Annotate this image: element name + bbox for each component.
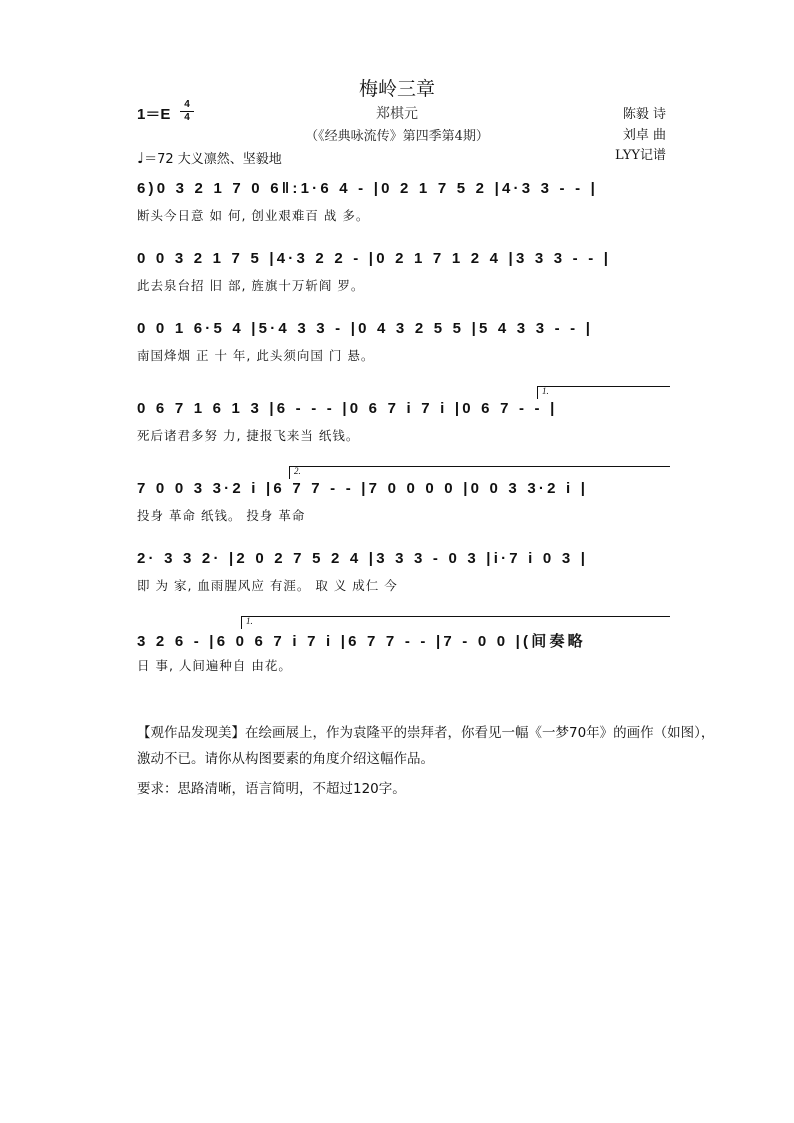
composer-credit: 刘卓 曲 — [622, 128, 666, 143]
staff-line-4 — [137, 386, 671, 444]
staff-lyrics: 断头今日意 如 何, 创业艰难百 战 多。 — [137, 208, 370, 223]
tempo-marking — [137, 148, 282, 167]
question-prompt — [137, 720, 721, 772]
staff-lyrics: 投身 革命 纸钱。 投身 革命 — [137, 508, 306, 523]
key-signature: 1＝E — [137, 106, 171, 123]
staff-lyrics: 南国烽烟 正 十 年, 此头须向国 门 悬。 — [137, 348, 375, 363]
staff-lyrics: 日 事, 人间遍种自 由花。 — [137, 658, 292, 673]
staff-notes: 3 2 6 - |6 0 6 7 i 7 i |6 7 7 - - |7 - 0 0 |(间奏略 — [137, 633, 586, 650]
staff-lyrics: 死后诸君多努 力, 捷报飞来当 纸钱。 — [137, 428, 360, 443]
performer-name: 郑棋元 — [376, 106, 418, 122]
score-title: 梅岭三章 — [358, 78, 435, 100]
staff-line-1 — [137, 180, 671, 224]
lyricist-credit: 陈毅 诗 — [622, 107, 666, 122]
staff-line-6 — [137, 550, 671, 594]
staff-notes: 0 6 7 1 6 1 3 |6 - - - |0 6 7 i 7 i |0 6 7 - - | — [137, 400, 558, 417]
staff-line-3 — [137, 320, 671, 364]
staff-notes: 7 0 0 3 3·2 i |6 7 7 - - |7 0 0 0 0 |0 0 3 3·2 i | — [137, 480, 589, 497]
prompt-label: 【观作品发现美】 — [137, 725, 245, 741]
staff-notes: 2· 3 3 2· |2 0 2 7 5 2 4 |3 3 3 - 0 3 |i·7 i 0 3 | — [137, 550, 589, 567]
source-note: （《经典咏流传》第四季第4期） — [305, 129, 489, 144]
volta-bracket: 1. — [537, 386, 670, 399]
tempo-text: ＝72 大义凛然、坚毅地 — [144, 152, 282, 167]
staff-line-5 — [137, 466, 671, 524]
staff-notes: 0 0 1 6·5 4 |5·4 3 3 - |0 4 3 2 5 5 |5 4 3 3 - - | — [137, 320, 594, 337]
staff-lyrics: 即 为 家, 血雨腥风应 有涯。 取 义 成仁 今 — [137, 578, 398, 593]
volta-bracket: 2. — [289, 466, 670, 479]
prompt-text: 在绘画展上，作为袁隆平的崇拜者，你看见一幅《一梦70年》的画作（如图），激动不已。请你从构图要素的角度介绍这幅作品。 — [137, 725, 715, 767]
question-block — [137, 720, 721, 806]
time-denominator: 4 — [184, 112, 190, 123]
question-requirement: 要求：思路清晰，语言简明，不超过120字。 — [137, 781, 406, 797]
staff-notes: 0 0 3 2 1 7 5 |4·3 2 2 - |0 2 1 7 1 2 4 |3 3 3 - - | — [137, 250, 612, 267]
volta-bracket: 1. — [241, 616, 670, 629]
transcriber-credit: LYY记谱 — [615, 148, 666, 163]
quarter-note-icon: ♩ — [137, 149, 145, 167]
staff-notes: 6)0 3 2 1 7 0 6‖:1·6 4 - |0 2 1 7 5 2 |4·3 3 - - | — [137, 180, 599, 197]
staff-lyrics: 此去泉台招 旧 部, 旌旗十万斩阎 罗。 — [137, 278, 365, 293]
staff-line-7 — [137, 616, 671, 674]
staff-line-2 — [137, 250, 671, 294]
time-numerator: 4 — [184, 99, 190, 110]
